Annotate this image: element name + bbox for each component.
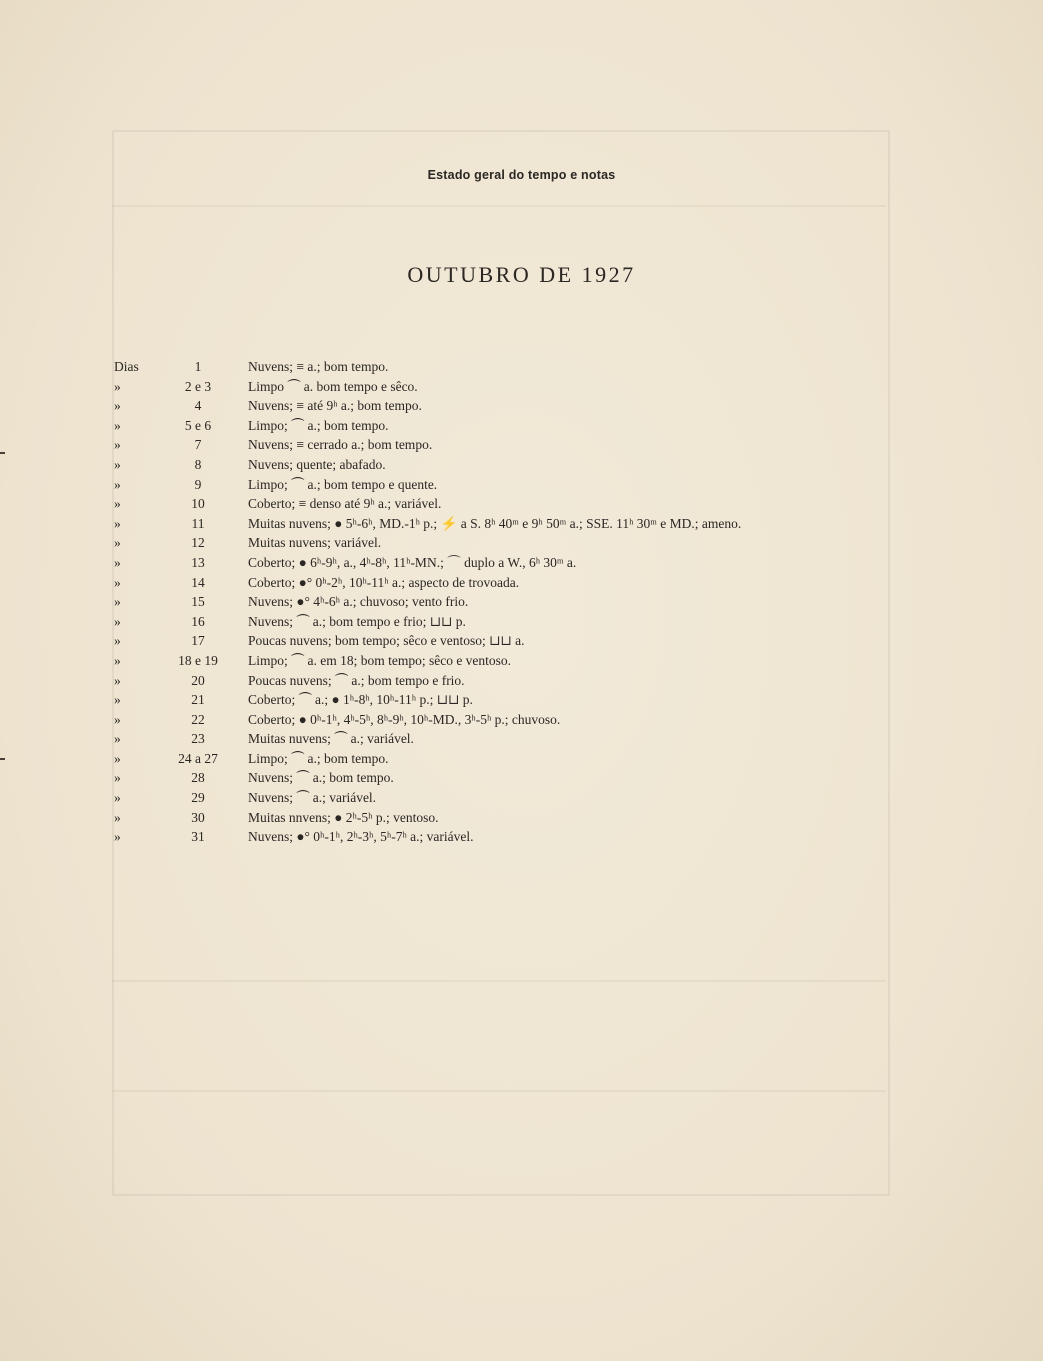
entry-day: 18 e 19 (178, 652, 218, 668)
entry-day: 2 e 3 (184, 378, 212, 394)
entry-day: 4 (194, 398, 202, 414)
entry-label: » (114, 456, 121, 472)
entry-text: Nuvens; ≡ até 9ʰ a.; bom tempo. (248, 398, 422, 414)
entry-day: 5 e 6 (184, 417, 212, 433)
entry-day: 10 (191, 496, 205, 512)
entry-text: Muitas nnvens; ● 2ʰ-5ʰ p.; ventoso. (248, 809, 439, 825)
entry-label: » (114, 476, 121, 492)
entry-text: Coberto; ● 0ʰ-1ʰ, 4ʰ-5ʰ, 8ʰ-9ʰ, 10ʰ-MD., 3ʰ-5ʰ p.; chuvoso. (248, 711, 561, 727)
entry-label: » (114, 496, 121, 512)
entry-text: Limpo ⏜ a. bom tempo e sêco. (248, 378, 418, 394)
page-title: OUTUBRO DE 1927 (407, 262, 636, 287)
entry-label: » (114, 378, 121, 394)
entry-label: » (114, 672, 121, 688)
entry-label: » (114, 731, 121, 747)
weather-entries-list (0, 357, 1043, 847)
entry-text: Limpo; ⏜ a. em 18; bom tempo; sêco e ventoso. (248, 652, 512, 668)
entry-text: Coberto; ● 6ʰ-9ʰ, a., 4ʰ-8ʰ, 11ʰ-MN.; ⌒ duplo a W., 6ʰ 30ᵐ a. (248, 554, 577, 570)
entry-day: 21 (191, 692, 205, 708)
entry-label: » (114, 417, 121, 433)
entry-row (0, 455, 1043, 475)
entry-text: Coberto; ⏜ a.; ● 1ʰ-8ʰ, 10ʰ-11ʰ p.; ⊔⊔ p. (248, 692, 473, 708)
entry-text: Muitas nuvens; ⏜ a.; variável. (248, 731, 414, 747)
entry-label: » (114, 515, 121, 531)
entry-label: » (114, 652, 121, 668)
entry-row (0, 377, 1043, 397)
entry-text: Limpo; ⏜ a.; bom tempo e quente. (248, 476, 438, 492)
entry-row (0, 631, 1043, 651)
entry-day: 30 (191, 809, 205, 825)
entry-day: 15 (191, 594, 205, 610)
entry-day: 24 a 27 (178, 750, 218, 766)
entry-row (0, 435, 1043, 455)
entry-text: Limpo; ⏜ a.; bom tempo. (248, 750, 389, 766)
entry-row (0, 573, 1043, 593)
entry-label: » (114, 398, 121, 414)
entry-text: Nuvens; ⏜ a.; bom tempo. (248, 770, 394, 786)
entry-day: 12 (191, 535, 205, 551)
entry-text: Nuvens; ≡ a.; bom tempo. (248, 359, 389, 374)
entry-label: » (114, 790, 121, 806)
entry-row (0, 494, 1043, 514)
entry-row (0, 357, 1043, 377)
entry-day: 11 (191, 515, 205, 531)
entry-text: Muitas nuvens; variável. (248, 535, 382, 551)
entry-label: » (114, 437, 121, 453)
entry-row (0, 514, 1043, 534)
entry-day: 8 (194, 456, 202, 472)
entry-label: » (114, 554, 121, 570)
entry-label: » (114, 809, 121, 825)
entry-row (0, 651, 1043, 671)
entry-text: Poucas nuvens; bom tempo; sêco e ventoso; ⊔⊔ a. (248, 633, 525, 649)
entry-label: » (114, 692, 121, 708)
entry-text: Nuvens; ⏜ a.; bom tempo e frio; ⊔⊔ p. (248, 613, 466, 629)
entry-text: Muitas nuvens; ● 5ʰ-6ʰ, MD.-1ʰ p.; ⚡ a S. 8ʰ 40ᵐ e 9ʰ 50ᵐ a.; SSE. 11ʰ 30ᵐ e MD.; ameno. (248, 515, 742, 531)
entry-text: Nuvens; ⏜ a.; variável. (248, 790, 377, 806)
entry-day: 23 (191, 731, 205, 747)
entry-label: » (114, 750, 121, 766)
entry-text: Nuvens; ●° 0ʰ-1ʰ, 2ʰ-3ʰ, 5ʰ-7ʰ a.; variável. (248, 829, 474, 845)
entry-row (0, 690, 1043, 710)
entry-row (0, 788, 1043, 808)
entry-row (0, 768, 1043, 788)
entry-text: Limpo; ⏜ a.; bom tempo. (248, 417, 389, 433)
entry-row (0, 533, 1043, 553)
entry-label: » (114, 633, 121, 649)
entry-label: » (114, 711, 121, 727)
entry-row (0, 612, 1043, 632)
entry-row (0, 475, 1043, 495)
entry-label: » (114, 574, 121, 590)
entry-day: 7 (194, 437, 202, 453)
entry-row (0, 553, 1043, 573)
entry-day: 28 (191, 770, 205, 786)
entry-text: Nuvens; quente; abafado. (248, 456, 386, 472)
entry-day: 9 (194, 476, 202, 492)
entry-text: Poucas nuvens; ⏜ a.; bom tempo e frio. (248, 672, 465, 688)
entry-day: 14 (191, 574, 205, 590)
entry-label: » (114, 613, 121, 629)
show-through-rule (112, 205, 886, 207)
show-through-rule (112, 980, 886, 982)
entry-row (0, 729, 1043, 749)
entry-row (0, 827, 1043, 847)
entry-label: » (114, 594, 121, 610)
entry-day: 20 (191, 672, 205, 688)
entry-row (0, 396, 1043, 416)
entry-row (0, 416, 1043, 436)
entry-text: Nuvens; ●° 4ʰ-6ʰ a.; chuvoso; vento frio. (248, 594, 469, 610)
entry-row (0, 592, 1043, 612)
entry-day: 17 (191, 633, 205, 649)
entry-row (0, 710, 1043, 730)
entry-text: Nuvens; ≡ cerrado a.; bom tempo. (248, 437, 433, 453)
entry-text: Coberto; ≡ denso até 9ʰ a.; variável. (248, 496, 442, 512)
show-through-rule (112, 1090, 886, 1092)
entry-label: Dias (114, 359, 139, 374)
entry-day: 13 (191, 554, 205, 570)
entry-row (0, 808, 1043, 828)
entry-text: Coberto; ●° 0ʰ-2ʰ, 10ʰ-11ʰ a.; aspecto de trovoada. (248, 574, 520, 590)
entry-row (0, 671, 1043, 691)
entry-day: 22 (191, 711, 205, 727)
entry-label: » (114, 535, 121, 551)
entry-day: 16 (191, 613, 205, 629)
page-header: Estado geral do tempo e notas (427, 168, 616, 182)
entry-day: 29 (191, 790, 205, 806)
entry-label: » (114, 770, 121, 786)
entry-row (0, 749, 1043, 769)
entry-day: 31 (191, 829, 205, 845)
entry-day: 1 (194, 359, 202, 374)
entry-label: » (114, 829, 121, 845)
